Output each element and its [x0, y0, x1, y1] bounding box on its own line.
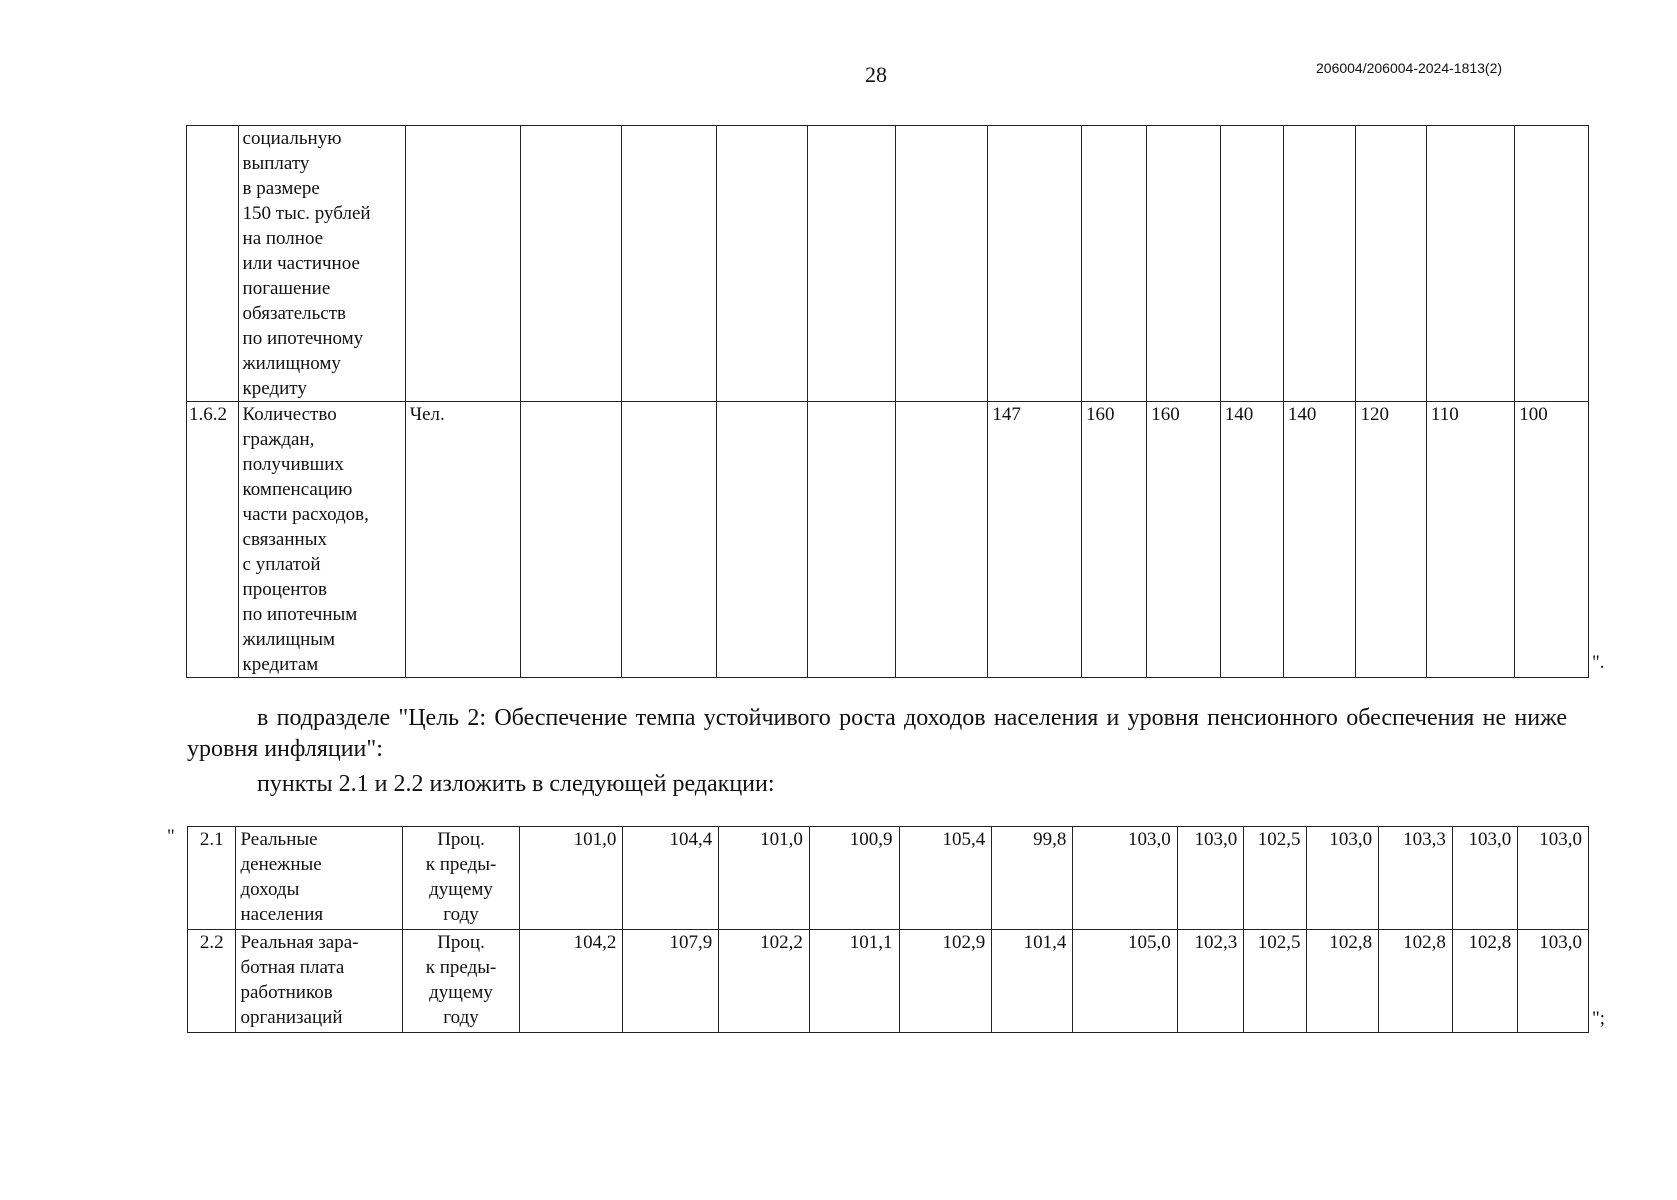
value-cell: 102,5: [1244, 827, 1307, 930]
value-cell: 103,3: [1379, 827, 1453, 930]
table-cell: [1426, 126, 1514, 402]
table-cell: [1081, 126, 1146, 402]
value-cell: 160: [1147, 402, 1221, 678]
value-cell: 99,8: [992, 827, 1073, 930]
value-cell: 103,0: [1307, 827, 1379, 930]
row-number-cell: 2.1: [188, 827, 236, 930]
closing-quote: ";: [1592, 1008, 1606, 1029]
value-cell: 102,5: [1244, 930, 1307, 1033]
value-cell: 101,0: [520, 827, 623, 930]
value-cell: 103,0: [1518, 827, 1589, 930]
value-cell: 104,2: [520, 930, 623, 1033]
table-cell: [1515, 126, 1589, 402]
value-cell: 103,0: [1452, 827, 1517, 930]
value-cell: 101,0: [719, 827, 810, 930]
table-cell: [187, 126, 239, 402]
table-cell: [807, 126, 895, 402]
indicators-table-part1: [186, 125, 1589, 678]
value-cell: [521, 402, 622, 678]
value-cell: 120: [1356, 402, 1426, 678]
document-id: 206004/206004-2024-1813(2): [1316, 60, 1503, 76]
indicator-name-cell: социальную выплату в размере 150 тыс. рублей на полное или частичное погашение обязательств по ипотечному жилищному кредиту: [238, 126, 405, 402]
table-row: [187, 402, 1589, 678]
closing-quote: ".: [1592, 652, 1605, 673]
indicator-name-cell: Количество граждан, получивших компенсацию части расходов, связанных с уплатой процентов по ипотечным жилищным кредитам: [238, 402, 405, 678]
unit-cell: Проц. к преды- дущему году: [403, 827, 520, 930]
table-cell: [895, 126, 988, 402]
value-cell: 102,3: [1177, 930, 1243, 1033]
value-cell: 102,9: [899, 930, 992, 1033]
row-number-cell: 1.6.2: [187, 402, 239, 678]
table-cell: [622, 126, 717, 402]
value-cell: 104,4: [623, 827, 719, 930]
value-cell: [807, 402, 895, 678]
table-cell: [405, 126, 521, 402]
value-cell: 102,8: [1379, 930, 1453, 1033]
opening-quote: ": [167, 826, 175, 847]
table-cell: [1147, 126, 1221, 402]
value-cell: 102,2: [719, 930, 810, 1033]
value-cell: 100,9: [809, 827, 899, 930]
row-number-cell: 2.2: [188, 930, 236, 1033]
value-cell: 160: [1081, 402, 1146, 678]
indicator-name-cell: Реальные денежные доходы населения: [236, 827, 403, 930]
indicators-table-part2: [187, 826, 1589, 1033]
value-cell: 103,0: [1177, 827, 1243, 930]
value-cell: [717, 402, 807, 678]
value-cell: 101,4: [992, 930, 1073, 1033]
table-row: [188, 930, 1589, 1033]
value-cell: 140: [1283, 402, 1356, 678]
value-cell: 147: [988, 402, 1082, 678]
page-number: 28: [865, 62, 887, 87]
value-cell: 140: [1220, 402, 1283, 678]
value-cell: 110: [1426, 402, 1514, 678]
value-cell: 105,0: [1073, 930, 1177, 1033]
value-cell: [622, 402, 717, 678]
edit-instruction: пункты 2.1 и 2.2 изложить в следующей редакции:: [257, 771, 775, 797]
section-instruction: в подразделе "Цель 2: Обеспечение темпа устойчивого роста доходов населения и уровня пенсионного обеспечения не ниже уровня инфляции":: [187, 705, 1567, 762]
value-cell: 107,9: [623, 930, 719, 1033]
table-cell: [1356, 126, 1426, 402]
table-cell: [717, 126, 807, 402]
table-cell: [521, 126, 622, 402]
value-cell: 102,8: [1452, 930, 1517, 1033]
value-cell: 102,8: [1307, 930, 1379, 1033]
table-cell: [1220, 126, 1283, 402]
value-cell: 101,1: [809, 930, 899, 1033]
value-cell: 105,4: [899, 827, 992, 930]
table-row: [187, 126, 1589, 402]
value-cell: 100: [1515, 402, 1589, 678]
table-row: [188, 827, 1589, 930]
unit-cell: Чел.: [405, 402, 521, 678]
value-cell: [895, 402, 988, 678]
table-cell: [1283, 126, 1356, 402]
value-cell: 103,0: [1073, 827, 1177, 930]
table-cell: [988, 126, 1082, 402]
indicator-name-cell: Реальная зара- ботная плата работников организаций: [236, 930, 403, 1033]
value-cell: 103,0: [1518, 930, 1589, 1033]
unit-cell: Проц. к преды- дущему году: [403, 930, 520, 1033]
